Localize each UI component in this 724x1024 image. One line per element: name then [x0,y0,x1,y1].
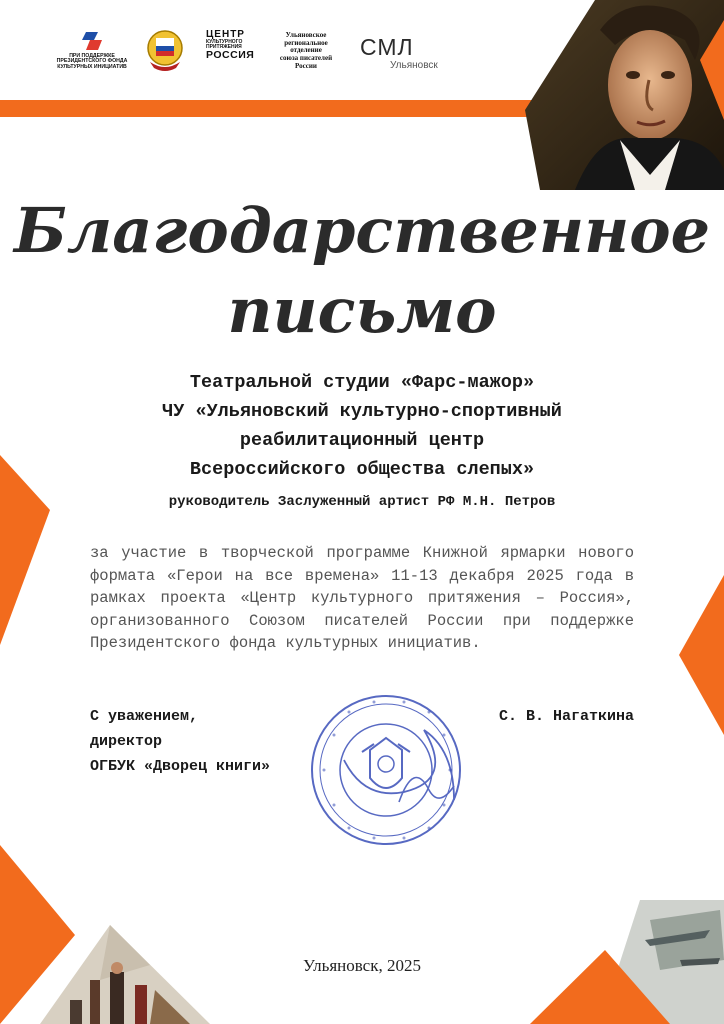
writers-line-2: региональное [284,38,328,47]
decor-triangle-left [0,455,60,655]
center-line-4: РОССИЯ [206,49,255,61]
page-title-line-1: Благодарственное [13,194,711,267]
recipient-line-2: ЧУ «Ульяновский культурно-спортивный [162,401,562,422]
portrait-illustration [525,0,724,190]
writers-line-1: Ульяновское [285,31,327,39]
logo-writers-union [270,32,342,70]
logo-sml [360,34,450,74]
logo-pfki [54,30,130,74]
header-stripe [0,100,570,117]
place-date: Ульяновск, 2025 [302,956,421,975]
center-line-3: ПРИТЯЖЕНИЯ [206,44,242,50]
center-line-2: КУЛЬТУРНОГО [206,39,243,45]
pfki-line-1: ПРИ ПОДДЕРЖКЕ [69,53,115,59]
signature-line-position: директор [90,733,163,750]
signature-block [90,706,330,778]
logo-center-russia [206,30,254,74]
recipient-line-1: Театральной студии «Фарс-мажор» [189,372,535,393]
coat-of-arms-emblem-icon [146,28,184,72]
body-paragraph: за участие в творческой программе Книжной ярмарки нового формата «Герои на все времена» 11-13 декабря 2025 года в рамках проекта «Центр культурного притяжения – Россия», организованного Союзом писателей России при поддержке Президентского фонда культурных инициатив. [90,544,634,652]
page-title-line-2: письмо [227,274,497,347]
signature-line-regards: С уважением, [90,708,199,725]
writers-line-3: отделение [290,46,322,55]
sml-mark: СМЛ [360,34,414,60]
signature-line-organization: ОГБУК «Дворец книги» [90,758,271,775]
signatory-name: С. В. Нагаткина [498,708,634,725]
sml-city: Ульяновск [390,60,438,71]
decor-triangle-right [674,575,724,735]
pfki-line-3: КУЛЬТУРНЫХ ИНИЦИАТИВ [57,63,127,70]
recipient-line-3: реабилитационный центр [239,430,485,451]
pfki-flag-icon [54,30,130,54]
writers-line-4: союза писателей [279,54,333,63]
writers-line-5: России [295,61,317,70]
recipient-line-4: Всероссийского общества слепых» [189,459,535,480]
center-line-1: ЦЕНТР [206,29,245,40]
recipient-leader: руководитель Заслуженный артист РФ М.Н. Петров [168,494,556,510]
pfki-line-2: ПРЕЗИДЕНТСКОГО ФОНДА [56,58,128,65]
